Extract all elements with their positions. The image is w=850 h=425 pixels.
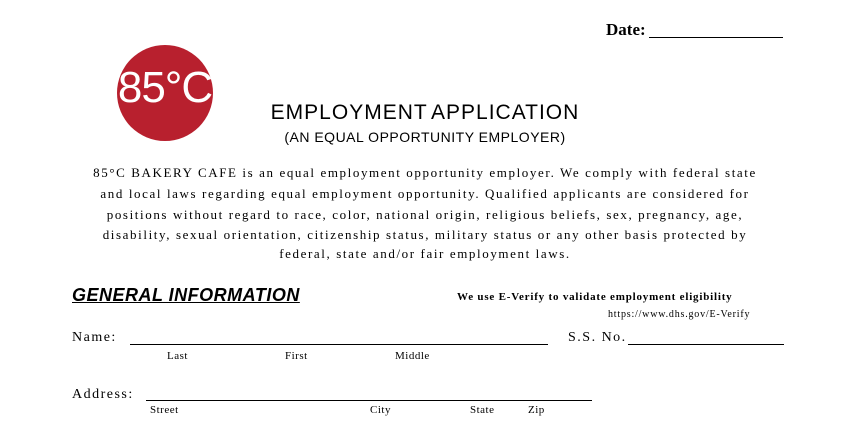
address-label: Address: — [72, 387, 134, 402]
eeo-statement-line-3: positions without regard to race, color, national origin, religious beliefs, sex, pregnancy, age, — [106, 207, 744, 222]
everify-link[interactable]: https://www.dhs.gov/E-Verify — [608, 309, 751, 320]
date-label: Date: — [606, 20, 646, 39]
address-sub-label-city: City — [370, 404, 391, 416]
section-heading-general-information: GENERAL INFORMATION — [72, 285, 300, 305]
ssn-label: S.S. No. — [568, 330, 627, 345]
date-field[interactable] — [649, 37, 783, 38]
eeo-statement-line-1: 85°C BAKERY CAFE is an equal employment opportunity employer. We comply with federal state — [93, 165, 757, 180]
company-logo — [117, 45, 213, 141]
everify-notice: We use E-Verify to validate employment eligibility — [457, 291, 733, 303]
logo-text: 85°C — [117, 63, 213, 112]
name-sub-label-first: First — [285, 350, 308, 362]
name-sub-label-middle: Middle — [395, 350, 430, 362]
ssn-field[interactable] — [628, 344, 784, 345]
eeo-statement-line-5: federal, state and/or fair employment laws. — [279, 246, 571, 261]
address-sub-label-street: Street — [150, 404, 179, 416]
address-sub-label-zip: Zip — [528, 404, 545, 416]
address-sub-label-state: State — [470, 404, 495, 416]
eeo-statement-line-4: disability, sexual orientation, citizenship status, military status or any other basis protected by — [102, 227, 748, 242]
name-label: Name: — [72, 330, 117, 345]
eeo-statement-line-2: and local laws regarding equal employment opportunity. Qualified applicants are considered for — [100, 186, 750, 201]
address-field[interactable] — [146, 400, 592, 401]
name-field[interactable] — [130, 344, 548, 345]
page-subtitle: (AN EQUAL OPPORTUNITY EMPLOYER) — [284, 129, 566, 145]
page-title: EMPLOYMENT APPLICATION — [270, 101, 580, 124]
name-sub-label-last: Last — [167, 350, 188, 362]
